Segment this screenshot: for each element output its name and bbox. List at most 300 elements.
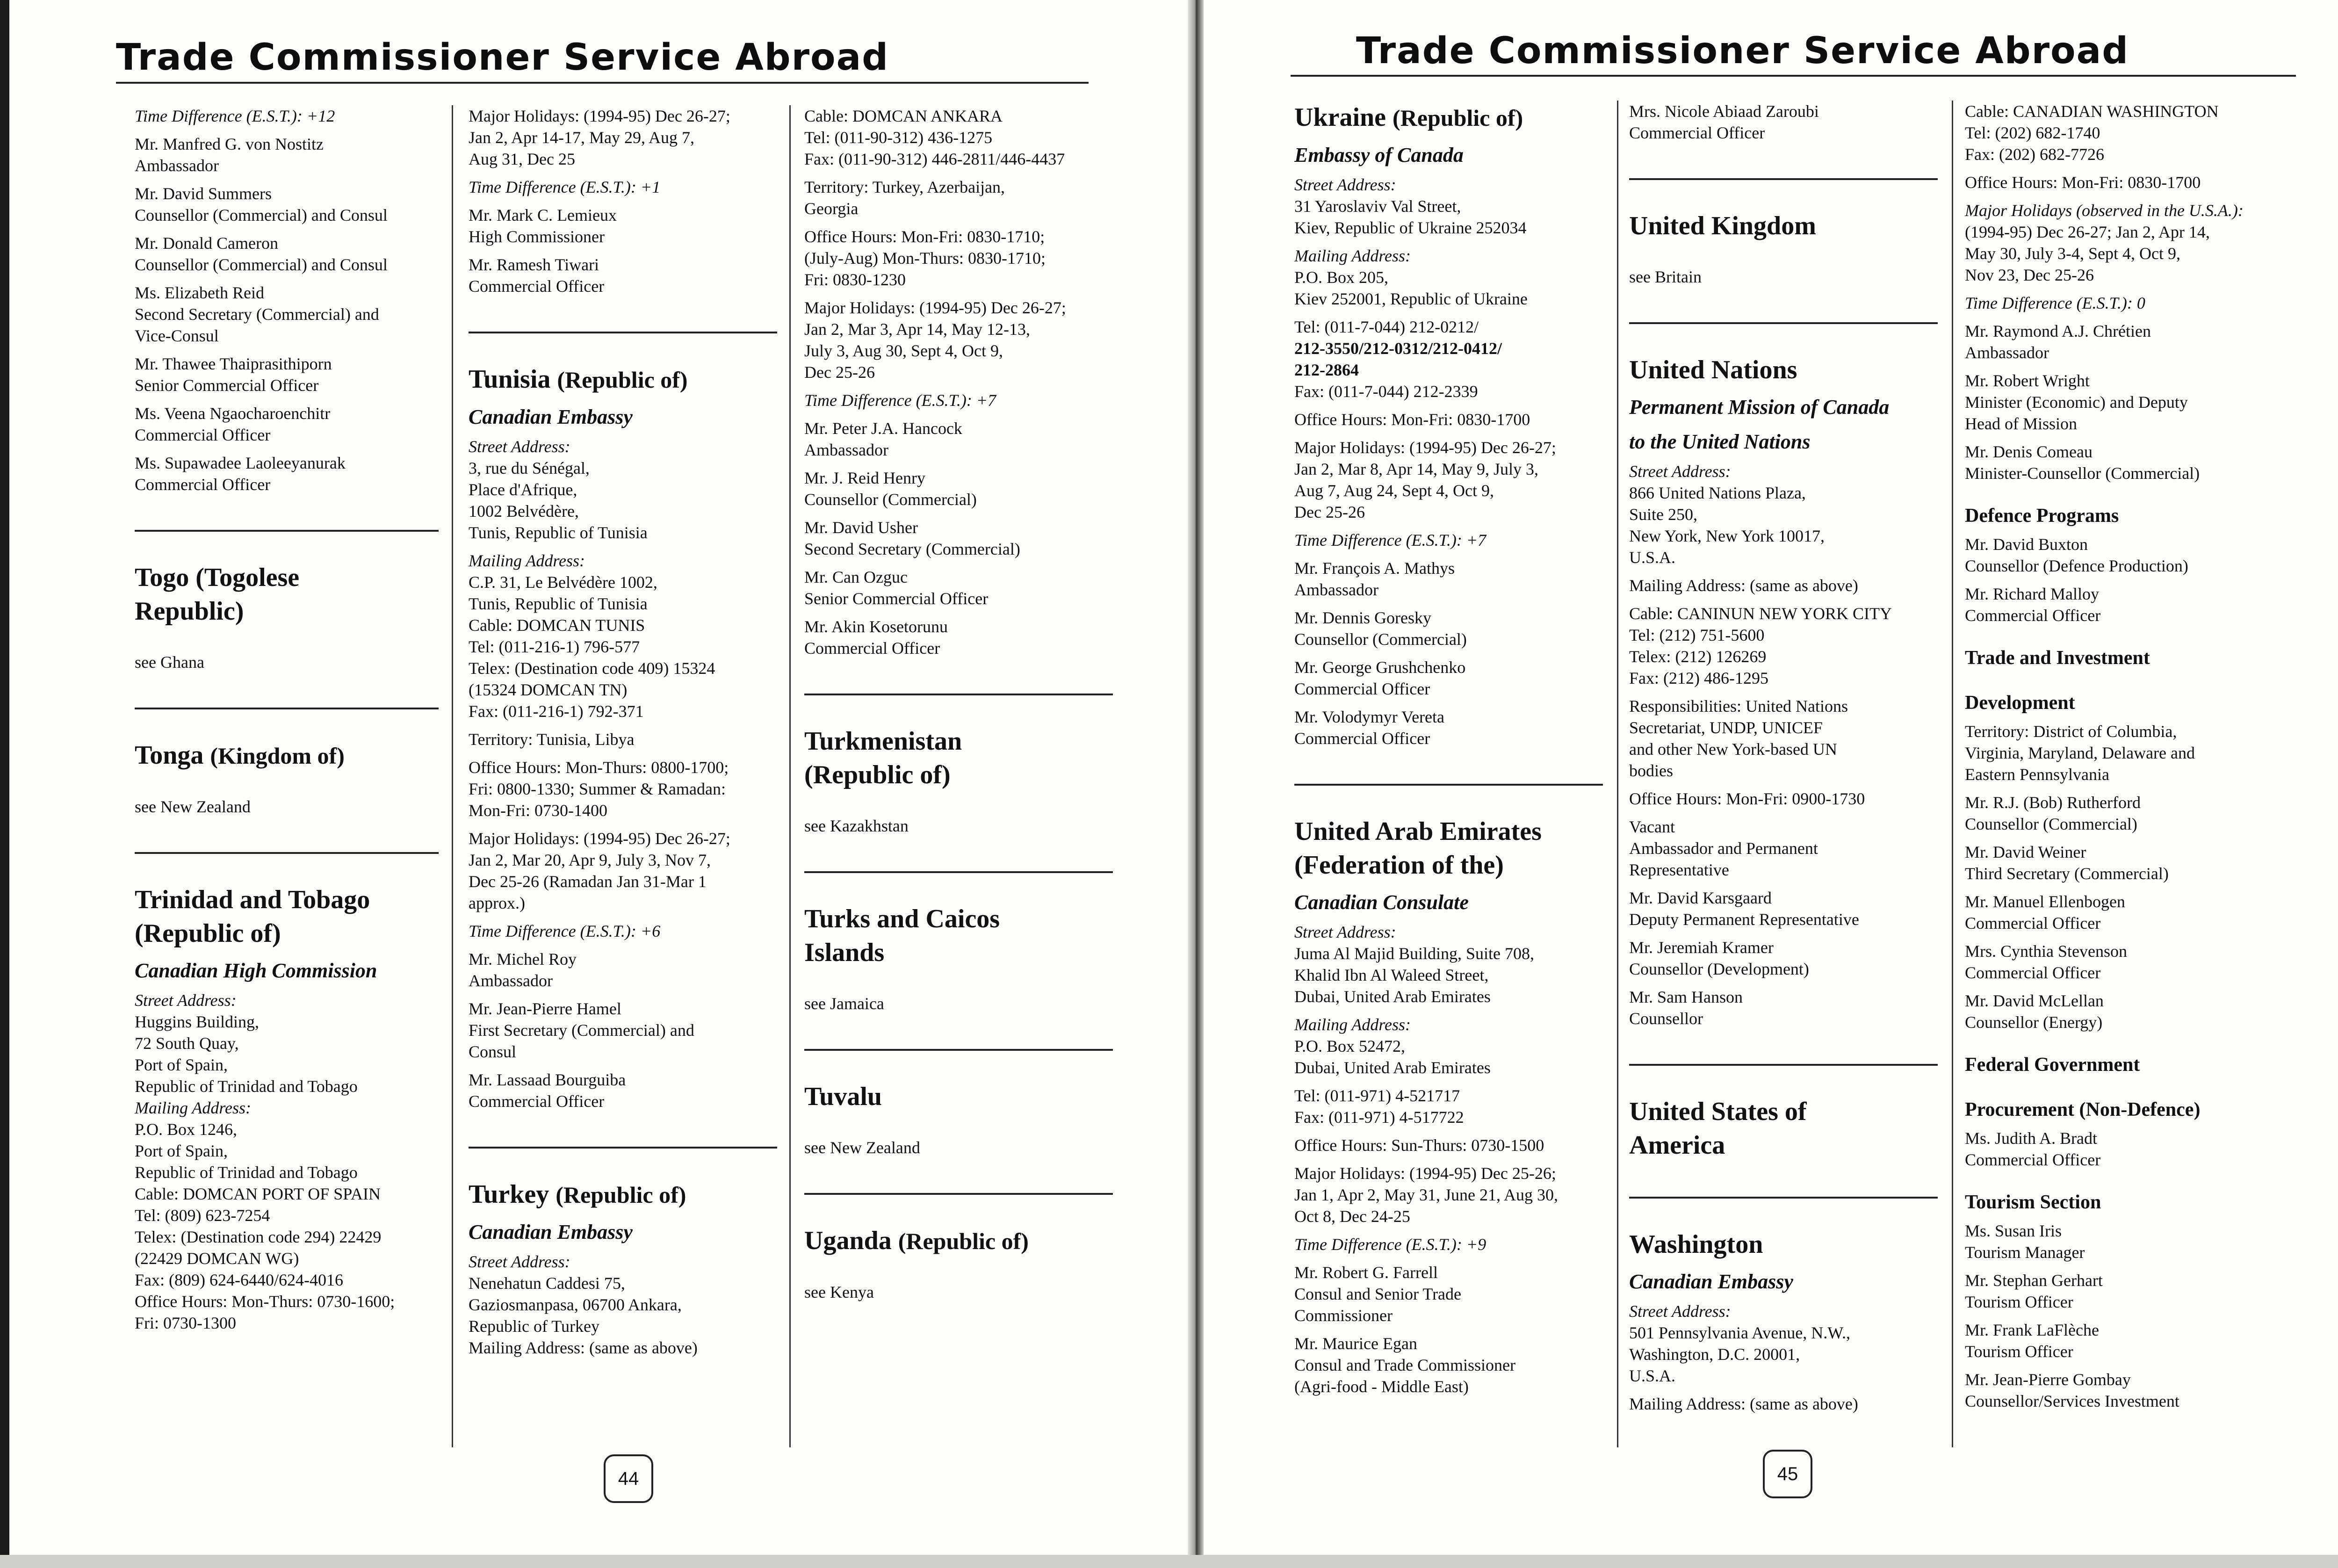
- entry-line: Aug 31, Dec 25: [469, 150, 575, 168]
- page-title: Trade Commissioner Service Abroad: [1356, 30, 2129, 72]
- subsection-heading: Tourism Section: [1965, 1192, 2101, 1213]
- entry-line: Office Hours: Mon-Thurs: 0800-1700;: [469, 758, 729, 777]
- entry-line: Mr. Denis Comeau: [1965, 442, 2093, 461]
- country-heading: [1294, 815, 1603, 848]
- entry-line: Dec 25-26 (Ramadan Jan 31-Mar 1: [469, 872, 707, 891]
- entry-line: Mr. Ramesh Tiwari: [469, 255, 599, 274]
- country-qualifier: (Republic of): [898, 1228, 1029, 1254]
- entry-line: Ambassador: [469, 971, 553, 990]
- book-gutter: [1188, 0, 1204, 1568]
- entry-line: Counsellor (Commercial) and Consul: [135, 255, 388, 274]
- subsection-heading: Defence Programs: [1965, 505, 2119, 527]
- entry-line: Ambassador: [1965, 343, 2049, 362]
- office-heading: Canadian Consulate: [1294, 891, 1469, 914]
- entry-line: Second Secretary (Commercial): [804, 540, 1020, 558]
- entry-line: Ambassador and Permanent: [1629, 839, 1818, 858]
- entry-line: Senior Commercial Officer: [135, 376, 319, 395]
- entry-line: Minister (Economic) and Deputy: [1965, 393, 2188, 412]
- page-title: Trade Commissioner Service Abroad: [116, 36, 889, 79]
- entry-line: Kiev, Republic of Ukraine 252034: [1294, 218, 1527, 237]
- office-heading: Embassy of Canada: [1294, 144, 1464, 166]
- entry-line: Major Holidays: (1994-95) Dec 26-27;: [1294, 438, 1556, 457]
- entry-line: Jan 2, Mar 8, Apr 14, May 9, July 3,: [1294, 460, 1538, 478]
- country-qualifier: (Kingdom of): [210, 743, 345, 769]
- entry-line: Mr. Stephan Gerhart: [1965, 1271, 2103, 1290]
- entry-line: and other New York-based UN: [1629, 740, 1837, 759]
- entry-line: Port of Spain,: [135, 1055, 228, 1074]
- entry-line: Mr. Mark C. Lemieux: [469, 206, 617, 224]
- entry-line: Representative: [1629, 860, 1729, 879]
- entry-line: 3, rue du Sénégal,: [469, 459, 590, 477]
- entry-line: Fax: (212) 486-1295: [1629, 669, 1768, 687]
- entry-line: Commercial Officer: [1965, 914, 2101, 932]
- entry-line: 1002 Belvédère,: [469, 502, 579, 520]
- country-name: Washington: [1629, 1230, 1763, 1259]
- entry-line: Head of Mission: [1965, 414, 2077, 433]
- country-name: (Republic of): [135, 919, 281, 948]
- cross-reference: see Kazakhstan: [804, 817, 909, 835]
- entry-line: Commercial Officer: [1965, 606, 2101, 625]
- office-heading: Permanent Mission of Canada: [1629, 396, 1890, 419]
- entry-line: Mr. R.J. (Bob) Rutherford: [1965, 793, 2141, 812]
- section-divider: [135, 852, 439, 854]
- office-heading: Canadian Embassy: [1629, 1270, 1793, 1293]
- country-name: (Federation of the): [1294, 851, 1504, 880]
- country-name: Trinidad and Tobago: [135, 885, 370, 914]
- entry-line: Jan 2, Mar 20, Apr 9, July 3, Nov 7,: [469, 851, 711, 869]
- entry-line: Commercial Officer: [804, 639, 940, 658]
- entry-line: Mrs. Cynthia Stevenson: [1965, 942, 2127, 961]
- entry-line: Mr. David Summers: [135, 184, 272, 203]
- page-45: [1204, 0, 2338, 1568]
- entry-line: Mr. Jeremiah Kramer: [1629, 938, 1774, 957]
- entry-line: Mr. J. Reid Henry: [804, 469, 925, 487]
- column: [1629, 101, 1938, 1415]
- entry-line: Commercial Officer: [1965, 1150, 2101, 1169]
- entry-line: Fri: 0830-1230: [804, 270, 906, 289]
- entry-line: 212-3550/212-0312/212-0412/: [1294, 339, 1502, 358]
- entry-line: Commercial Officer: [469, 277, 605, 296]
- entry-line: Ambassador: [804, 441, 888, 459]
- entry-line: Republic of Turkey: [469, 1317, 600, 1336]
- entry-line: Commercial Officer: [1294, 679, 1430, 698]
- column-divider: [1617, 101, 1618, 1447]
- entry-line: Ms. Supawadee Laoleeyanurak: [135, 454, 346, 472]
- entry-line: Commercial Officer: [1294, 729, 1430, 748]
- entry-line: Mr. François A. Mathys: [1294, 559, 1455, 578]
- entry-line: Mr. Frank LaFlèche: [1965, 1321, 2099, 1339]
- entry-line: Counsellor (Commercial): [1965, 815, 2137, 833]
- entry-line: Fax: (011-90-312) 446-2811/446-4437: [804, 150, 1065, 168]
- entry-line: Cable: DOMCAN ANKARA: [804, 107, 1003, 125]
- entry-line: 31 Yaroslaviv Val Street,: [1294, 197, 1461, 216]
- entry-line: Mr. Michel Roy: [469, 950, 577, 968]
- entry-line: Counsellor (Development): [1629, 960, 1809, 978]
- entry-line: Street Address:: [1629, 462, 1731, 481]
- country-heading: [469, 362, 777, 397]
- entry-line: Territory: Tunisia, Libya: [469, 730, 635, 749]
- entry-line: Territory: Turkey, Azerbaijan,: [804, 178, 1005, 196]
- cross-reference: see Kenya: [804, 1283, 874, 1301]
- entry-line: approx.): [469, 894, 525, 912]
- entry-line: 501 Pennsylvania Avenue, N.W.,: [1629, 1323, 1850, 1342]
- entry-line: Jan 2, Apr 14-17, May 29, Aug 7,: [469, 128, 694, 147]
- entry-line: Ms. Veena Ngaocharoenchitr: [135, 404, 331, 423]
- entry-line: Mailing Address: (same as above): [1629, 576, 1858, 595]
- column: [804, 105, 1113, 1303]
- entry-line: Counsellor (Energy): [1965, 1013, 2103, 1032]
- entry-line: Office Hours: Mon-Thurs: 0730-1600;: [135, 1292, 395, 1311]
- entry-line: Fax: (011-7-044) 212-2339: [1294, 382, 1478, 401]
- entry-line: Mr. David McLellan: [1965, 991, 2104, 1010]
- entry-line: Dec 25-26: [1294, 503, 1365, 521]
- entry-line: (1994-95) Dec 26-27; Jan 2, Apr 14,: [1965, 223, 2210, 241]
- entry-line: Mailing Address:: [1294, 1015, 1411, 1034]
- entry-line: Street Address:: [469, 437, 570, 456]
- entry-line: Time Difference (E.S.T.): +12: [135, 107, 335, 125]
- subsection-heading: Procurement (Non-Defence): [1965, 1099, 2201, 1120]
- entry-line: Tel: (011-216-1) 796-577: [469, 637, 640, 656]
- entry-line: Mailing Address:: [135, 1098, 251, 1117]
- entry-line: Place d'Afrique,: [469, 480, 577, 499]
- country-name: Tunisia: [469, 365, 551, 394]
- office-heading: Canadian Embassy: [469, 1221, 633, 1243]
- entry-line: Mrs. Nicole Abiaad Zaroubi: [1629, 102, 1819, 121]
- cross-reference: see Ghana: [135, 653, 204, 672]
- entry-line: New York, New York 10017,: [1629, 527, 1825, 545]
- entry-line: Office Hours: Mon-Fri: 0830-1700: [1965, 173, 2201, 192]
- column-divider: [452, 105, 453, 1447]
- subsection-heading: Federal Government: [1965, 1054, 2140, 1076]
- entry-line: Washington, D.C. 20001,: [1629, 1345, 1800, 1364]
- country-heading: [135, 738, 439, 773]
- country-name: Tonga: [135, 741, 204, 770]
- entry-line: bodies: [1629, 761, 1673, 780]
- entry-line: Port of Spain,: [135, 1142, 228, 1160]
- country-name: Ukraine: [1294, 103, 1386, 132]
- entry-line: Tunis, Republic of Tunisia: [469, 523, 648, 542]
- entry-line: Time Difference (E.S.T.): +6: [469, 922, 661, 940]
- country-heading: [804, 1224, 1113, 1258]
- entry-line: Telex: (Destination code 294) 22429: [135, 1228, 382, 1246]
- entry-line: Mr. Robert Wright: [1965, 371, 2090, 390]
- entry-line: Counsellor (Defence Production): [1965, 556, 2188, 575]
- entry-line: Jan 1, Apr 2, May 31, June 21, Aug 30,: [1294, 1185, 1558, 1204]
- entry-line: (Agri-food - Middle East): [1294, 1377, 1469, 1396]
- entry-line: Mailing Address:: [1294, 246, 1411, 265]
- entry-line: 866 United Nations Plaza,: [1629, 484, 1806, 502]
- country-heading: [135, 917, 439, 950]
- entry-line: Tourism Officer: [1965, 1293, 2073, 1311]
- entry-line: Mr. Maurice Egan: [1294, 1334, 1417, 1353]
- entry-line: P.O. Box 1246,: [135, 1120, 238, 1139]
- entry-line: Mr. Peter J.A. Hancock: [804, 419, 962, 438]
- entry-line: Tel: (212) 751-5600: [1629, 626, 1765, 644]
- header-rule: [1291, 75, 2296, 77]
- entry-line: Juma Al Majid Building, Suite 708,: [1294, 944, 1535, 963]
- entry-line: Mr. Manuel Ellenbogen: [1965, 892, 2125, 911]
- entry-line: Tel: (202) 682-1740: [1965, 123, 2100, 142]
- entry-line: Street Address:: [1294, 175, 1396, 194]
- country-heading: [804, 902, 1113, 936]
- entry-line: Mr. David Weiner: [1965, 843, 2086, 861]
- entry-line: Republic of Trinidad and Tobago: [135, 1163, 358, 1182]
- country-heading: [135, 594, 439, 628]
- entry-line: (July-Aug) Mon-Thurs: 0830-1710;: [804, 249, 1046, 267]
- country-name: Turkmenistan: [804, 727, 962, 756]
- entry-line: Commercial Officer: [469, 1092, 605, 1111]
- entry-line: Fax: (809) 624-6440/624-4016: [135, 1271, 343, 1289]
- entry-line: (15324 DOMCAN TN): [469, 680, 628, 699]
- section-divider: [469, 1147, 777, 1149]
- entry-line: Street Address:: [1294, 923, 1396, 941]
- country-name: United Kingdom: [1629, 211, 1816, 240]
- section-divider: [1629, 1064, 1938, 1066]
- entry-line: Mr. David Buxton: [1965, 535, 2088, 554]
- entry-line: Khalid Ibn Al Waleed Street,: [1294, 966, 1489, 984]
- entry-line: Deputy Permanent Representative: [1629, 910, 1859, 929]
- entry-line: Mr. Sam Hanson: [1629, 988, 1743, 1006]
- entry-line: Fri: 0730-1300: [135, 1314, 237, 1332]
- entry-line: Nenehatun Caddesi 75,: [469, 1274, 625, 1293]
- entry-line: Time Difference (E.S.T.): +9: [1294, 1235, 1487, 1254]
- page-number: 45: [1763, 1450, 1812, 1498]
- entry-line: Cable: DOMCAN TUNIS: [469, 616, 645, 635]
- country-heading: [135, 561, 439, 594]
- entry-line: Street Address:: [469, 1252, 570, 1271]
- entry-line: Mr. Donald Cameron: [135, 234, 278, 253]
- entry-line: Cable: DOMCAN PORT OF SPAIN: [135, 1185, 381, 1203]
- entry-line: Gaziosmanpasa, 06700 Ankara,: [469, 1295, 682, 1314]
- entry-line: Major Holidays: (1994-95) Dec 26-27;: [469, 829, 730, 848]
- entry-line: Virginia, Maryland, Delaware and: [1965, 744, 2195, 762]
- entry-line: Time Difference (E.S.T.): 0: [1965, 294, 2145, 312]
- entry-line: Third Secretary (Commercial): [1965, 864, 2169, 883]
- country-heading: [1629, 1095, 1938, 1128]
- entry-line: Aug 7, Aug 24, Sept 4, Oct 9,: [1294, 481, 1494, 500]
- entry-line: Office Hours: Mon-Fri: 0900-1730: [1629, 789, 1865, 808]
- entry-line: Tunis, Republic of Tunisia: [469, 594, 648, 613]
- entry-line: P.O. Box 52472,: [1294, 1037, 1406, 1055]
- country-qualifier: (Republic of): [557, 367, 688, 393]
- entry-line: Republic of Trinidad and Tobago: [135, 1077, 358, 1096]
- column: [1965, 101, 2283, 1412]
- entry-line: Mr. Volodymyr Vereta: [1294, 708, 1444, 726]
- entry-line: Mr. Richard Malloy: [1965, 585, 2099, 603]
- entry-line: 72 South Quay,: [135, 1034, 239, 1053]
- entry-line: Eastern Pennsylvania: [1965, 765, 2109, 784]
- entry-line: Tourism Officer: [1965, 1342, 2073, 1361]
- entry-line: Mr. Lassaad Bourguiba: [469, 1070, 626, 1089]
- entry-line: Minister-Counsellor (Commercial): [1965, 464, 2200, 483]
- entry-line: Ms. Elizabeth Reid: [135, 283, 264, 302]
- country-name: Turkey: [469, 1180, 549, 1209]
- section-divider: [804, 1049, 1113, 1051]
- entry-line: Tel: (809) 623-7254: [135, 1206, 270, 1225]
- entry-line: Mr. Jean-Pierre Hamel: [469, 999, 621, 1018]
- entry-line: Counsellor/Services Investment: [1965, 1392, 2179, 1410]
- column: [469, 105, 777, 1358]
- entry-line: Mr. George Grushchenko: [1294, 658, 1466, 677]
- entry-line: First Secretary (Commercial) and: [469, 1021, 694, 1040]
- entry-line: Mr. Raymond A.J. Chrétien: [1965, 322, 2151, 340]
- entry-line: Kiev 252001, Republic of Ukraine: [1294, 289, 1528, 308]
- country-heading: [804, 936, 1113, 969]
- entry-line: July 3, Aug 30, Sept 4, Oct 9,: [804, 341, 1003, 360]
- entry-line: Office Hours: Mon-Fri: 0830-1710;: [804, 227, 1045, 246]
- country-name: United Arab Emirates: [1294, 817, 1542, 846]
- section-divider: [1294, 784, 1603, 786]
- entry-line: Mon-Fri: 0730-1400: [469, 801, 607, 820]
- entry-line: Time Difference (E.S.T.): +7: [1294, 531, 1487, 549]
- entry-line: Consul and Senior Trade: [1294, 1285, 1462, 1303]
- entry-line: U.S.A.: [1629, 1366, 1676, 1385]
- entry-line: Commercial Officer: [135, 426, 271, 444]
- entry-line: Commissioner: [1294, 1306, 1393, 1325]
- entry-line: P.O. Box 205,: [1294, 268, 1389, 287]
- country-heading: [804, 758, 1113, 792]
- entry-line: Fri: 0800-1330; Summer & Ramadan:: [469, 780, 726, 798]
- entry-line: Major Holidays (observed in the U.S.A.):: [1965, 201, 2244, 220]
- entry-line: Office Hours: Mon-Fri: 0830-1700: [1294, 410, 1530, 429]
- entry-line: Commercial Officer: [135, 475, 271, 494]
- country-name: Turks and Caicos: [804, 904, 1000, 933]
- page-number: 44: [604, 1454, 653, 1503]
- entry-line: Major Holidays: (1994-95) Dec 25-26;: [1294, 1164, 1556, 1183]
- entry-line: Counsellor: [1629, 1009, 1703, 1028]
- entry-line: Responsibilities: United Nations: [1629, 697, 1848, 715]
- entry-line: Time Difference (E.S.T.): +7: [804, 391, 996, 410]
- section-divider: [135, 708, 439, 709]
- section-divider: [804, 1193, 1113, 1195]
- section-divider: [1629, 178, 1938, 180]
- entry-line: U.S.A.: [1629, 548, 1676, 567]
- country-name: Tuvalu: [804, 1082, 882, 1111]
- entry-line: Ambassador: [135, 156, 219, 175]
- cross-reference: see New Zealand: [804, 1138, 920, 1157]
- entry-line: Mr. Akin Kosetorunu: [804, 617, 948, 636]
- entry-line: Commercial Officer: [1965, 963, 2101, 982]
- entry-line: Secretariat, UNDP, UNICEF: [1629, 718, 1823, 737]
- entry-line: Ambassador: [1294, 580, 1378, 599]
- entry-line: Tourism Manager: [1965, 1243, 2085, 1262]
- entry-line: Vacant: [1629, 817, 1675, 836]
- section-divider: [1629, 322, 1938, 324]
- entry-line: Mr. Dennis Goresky: [1294, 608, 1431, 627]
- country-heading: [1629, 209, 1938, 243]
- subsection-heading: Trade and Investment: [1965, 647, 2150, 669]
- subsection-heading: Development: [1965, 692, 2075, 714]
- country-name: United States of: [1629, 1097, 1807, 1126]
- entry-line: Senior Commercial Officer: [804, 589, 989, 608]
- country-heading: [804, 1080, 1113, 1113]
- column-divider: [789, 105, 791, 1447]
- page-44: [9, 0, 1188, 1568]
- entry-line: Dec 25-26: [804, 363, 875, 382]
- entry-line: Fax: (011-216-1) 792-371: [469, 702, 644, 721]
- column-divider: [1952, 101, 1953, 1447]
- entry-line: Georgia: [804, 199, 859, 218]
- entry-line: Mailing Address: (same as above): [469, 1338, 698, 1357]
- country-name: Islands: [804, 938, 885, 967]
- entry-line: C.P. 31, Le Belvédère 1002,: [469, 573, 657, 592]
- section-divider: [135, 530, 439, 532]
- entry-line: Consul: [469, 1042, 517, 1061]
- entry-line: Ms. Susan Iris: [1965, 1221, 2062, 1240]
- section-divider: [469, 332, 777, 333]
- entry-line: High Commissioner: [469, 227, 605, 246]
- entry-line: Office Hours: Sun-Thurs: 0730-1500: [1294, 1136, 1544, 1155]
- country-heading: [135, 883, 439, 917]
- country-name: America: [1629, 1131, 1725, 1160]
- entry-line: Street Address:: [1629, 1302, 1731, 1321]
- office-heading: to the United Nations: [1629, 430, 1811, 453]
- country-name: United Nations: [1629, 355, 1797, 384]
- entry-line: Mailing Address: (same as above): [1629, 1395, 1858, 1413]
- entry-line: Territory: District of Columbia,: [1965, 722, 2177, 741]
- entry-line: Cable: CANADIAN WASHINGTON: [1965, 102, 2219, 121]
- entry-line: Tel: (011-971) 4-521717: [1294, 1086, 1460, 1105]
- entry-line: Tel: (011-90-312) 436-1275: [804, 128, 993, 147]
- entry-line: Second Secretary (Commercial) and: [135, 305, 379, 324]
- office-heading: Canadian Embassy: [469, 405, 633, 428]
- entry-line: 212-2864: [1294, 361, 1359, 379]
- country-heading: [1629, 353, 1938, 387]
- entry-line: Street Address:: [135, 991, 237, 1010]
- column: [1294, 101, 1603, 1397]
- entry-line: Consul and Trade Commissioner: [1294, 1356, 1516, 1374]
- country-heading: [1629, 1228, 1938, 1261]
- entry-line: Fax: (011-971) 4-517722: [1294, 1108, 1464, 1127]
- country-name: Togo (Togolese: [135, 563, 300, 592]
- entry-line: Commercial Officer: [1629, 123, 1765, 142]
- entry-line: Mr. Robert G. Farrell: [1294, 1263, 1438, 1282]
- country-name: Republic): [135, 597, 244, 626]
- entry-line: Dubai, United Arab Emirates: [1294, 987, 1491, 1006]
- country-heading: [1294, 101, 1603, 135]
- entry-line: Telex: (212) 126269: [1629, 647, 1767, 666]
- entry-line: Counsellor (Commercial): [1294, 630, 1467, 649]
- entry-line: Mr. David Karsgaard: [1629, 889, 1772, 907]
- cross-reference: see Jamaica: [804, 994, 884, 1013]
- header-rule: [116, 82, 1089, 84]
- country-heading: [1294, 848, 1603, 882]
- country-heading: [804, 724, 1113, 758]
- section-divider: [1629, 1197, 1938, 1199]
- entry-line: Tel: (011-7-044) 212-0212/: [1294, 318, 1479, 336]
- section-divider: [804, 694, 1113, 695]
- entry-line: Jan 2, Mar 3, Apr 14, May 12-13,: [804, 320, 1030, 339]
- column: [135, 105, 439, 1334]
- entry-line: Counsellor (Commercial) and Consul: [135, 206, 388, 224]
- entry-line: Major Holidays: (1994-95) Dec 26-27;: [804, 298, 1066, 317]
- country-name: (Republic of): [804, 760, 951, 789]
- country-qualifier: (Republic of): [1393, 105, 1523, 131]
- entry-line: Ms. Judith A. Bradt: [1965, 1129, 2098, 1148]
- country-heading: [1629, 1128, 1938, 1162]
- entry-line: Major Holidays: (1994-95) Dec 26-27;: [469, 107, 730, 125]
- office-heading: Canadian High Commission: [135, 959, 377, 982]
- entry-line: (22429 DOMCAN WG): [135, 1249, 299, 1268]
- country-name: Uganda: [804, 1226, 892, 1255]
- cross-reference: see New Zealand: [135, 797, 251, 816]
- entry-line: Vice-Consul: [135, 326, 219, 345]
- entry-line: Mr. David Usher: [804, 518, 918, 537]
- entry-line: Counsellor (Commercial): [804, 490, 977, 509]
- entry-line: Mr. Can Ozguc: [804, 568, 908, 586]
- entry-line: Telex: (Destination code 409) 15324: [469, 659, 715, 678]
- entry-line: Oct 8, Dec 24-25: [1294, 1207, 1410, 1226]
